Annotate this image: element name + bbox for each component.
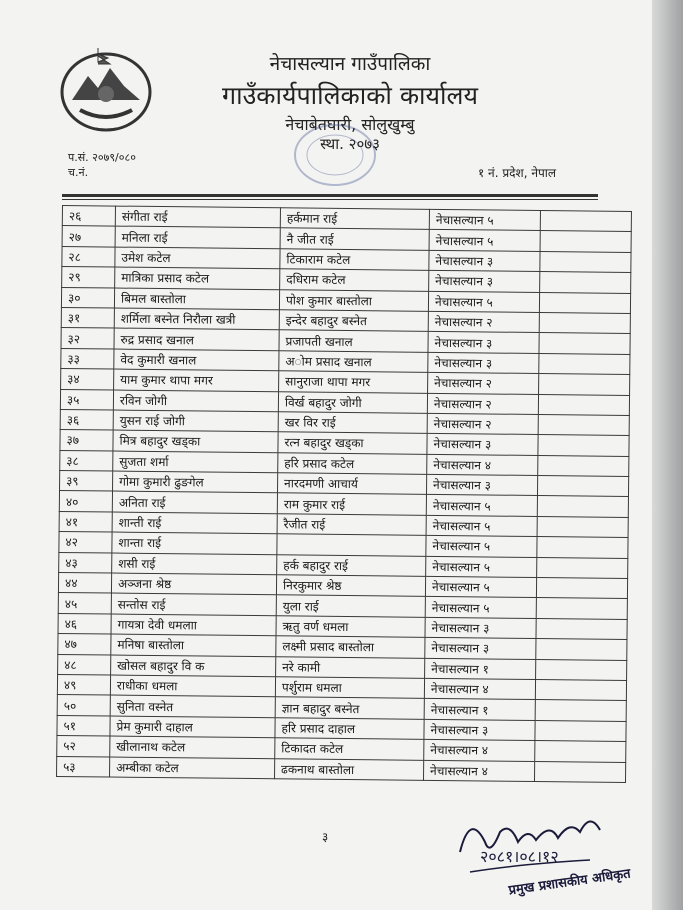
father-name-cell: अोम प्रसाद खनाल [279,351,428,373]
name-cell: रविन जोगी [113,390,278,412]
remarks-cell [535,720,626,741]
remarks-cell [540,251,631,272]
name-cell: वेद कुमारी खनाल [114,349,279,371]
father-name-cell: पोश कुमार बास्तोला [279,289,428,311]
serial-number-cell: ३२ [61,328,114,349]
serial-number-cell: ४८ [58,654,111,675]
address-cell: नेचासल्यान १ [424,699,535,721]
remarks-cell [537,476,628,497]
father-name-cell: हरि प्रसाद कटेल [278,452,427,474]
address-cell: नेचासल्यान २ [427,393,538,415]
serial-number-cell: ५२ [57,736,110,757]
serial-number-cell: ४५ [58,593,111,614]
address-cell: नेचासल्यान ३ [428,352,539,374]
address-cell: नेचासल्यान ५ [426,556,537,578]
name-cell: खीलानाथ कटेल [110,736,275,758]
header-divider-thin [62,199,598,200]
remarks-cell [535,700,626,721]
serial-number-cell: ४३ [59,552,112,573]
remarks-cell [535,741,626,762]
father-name-cell: निरकुमार श्रेष्ठ [276,575,425,597]
name-cell: मात्रिका प्रसाद कटेल [115,267,280,289]
serial-number-cell: २८ [62,246,115,267]
name-cell: शर्मिला बस्नेत निरौला खत्री [114,308,279,330]
father-name-cell: ऋतु वर्ण धमला [276,616,425,638]
serial-number-cell: ५१ [57,715,110,736]
remarks-cell [537,496,628,517]
address-cell: नेचासल्यान ५ [429,230,540,252]
name-cell: सुनिता वस्नेत [110,695,275,717]
serial-number-cell: ३९ [60,471,113,492]
serial-number-cell: ३६ [60,409,113,430]
father-name-cell: युला राई [276,595,425,617]
name-cell: गायत्रा देवी धमलाा [111,614,276,636]
serial-number-cell: ४४ [58,573,111,594]
name-cell: बिमल बास्तोला [114,288,279,310]
father-name-cell: ढकनाथ बास्तोला [275,758,424,780]
address-cell: नेचासल्यान २ [428,372,539,394]
remarks-cell [540,231,631,252]
father-name-cell: इन्देर बहादुर बस्नेत [279,310,428,332]
serial-number-cell: ३३ [61,348,114,369]
address-cell: नेचासल्यान ३ [426,474,537,496]
father-name-cell [277,534,426,556]
serial-number-cell: ५३ [57,756,110,777]
father-name-cell: प्रजापती खनाल [279,330,428,352]
remarks-cell [534,761,625,782]
name-cell: सन्तोस राई [111,593,276,615]
serial-number-cell: २७ [62,226,115,247]
address-cell: नेचासल्यान ५ [426,536,537,558]
serial-number-cell: २६ [62,206,115,227]
name-cell: खोसल बहादुर वि क [111,655,276,677]
father-name-cell: सानुराजा थापा मगर [279,371,428,393]
remarks-cell [540,272,631,293]
remarks-cell [539,353,630,374]
serial-number-cell: ३४ [61,369,114,390]
address-cell: नेचासल्यान २ [427,413,538,435]
address-cell: नेचासल्यान ३ [425,638,536,660]
address-cell: नेचासल्यान ५ [426,515,537,537]
name-cell: प्रेम कुमारी दाहाल [110,716,275,738]
address-cell: नेचासल्यान ५ [429,209,540,231]
remarks-cell [539,374,630,395]
name-cell: शान्ती राई [112,512,277,534]
father-name-cell: दधिराम कटेल [280,269,429,291]
address-cell: नेचासल्यान ३ [425,617,536,639]
serial-number-cell: ५० [57,695,110,716]
serial-number-cell: ३० [61,287,114,308]
address-cell: नेचासल्यान ४ [424,678,535,700]
address-cell: नेचासल्यान ३ [428,332,539,354]
serial-number-cell: ३८ [60,450,113,471]
father-name-cell: नारदमणी आचार्य [277,473,426,495]
remarks-cell [536,639,627,660]
address-cell: नेचासल्यान ५ [425,597,536,619]
name-cell: मित्र बहादुर खड्का [113,430,278,452]
name-cell: याम कुमार थापा मगर [114,369,279,391]
address-cell: नेचासल्यान २ [428,311,539,333]
father-name-cell: टिकाराम कटेल [280,249,429,271]
name-cell: राधीका धमला [110,675,275,697]
address-cell: नेचासल्यान ४ [423,760,534,782]
name-cell: रुद्र प्रसाद खनाल [114,328,279,350]
father-name-cell: हरि प्रसाद दाहाल [275,718,424,740]
signatory-title: प्रमुख प्रशासकीय अधिकृत [507,866,632,899]
office-location: नेचाबेतघारी, सोलुखुम्बु [285,115,415,134]
beneficiary-table [56,205,632,783]
name-cell: अनिता राई [112,492,277,514]
remarks-cell [536,578,627,599]
municipality-logo [58,40,154,136]
reference-block [68,150,136,180]
address-cell: नेचासल्यान ४ [427,454,538,476]
serial-number-cell: ४७ [58,634,111,655]
signature-date: २०८१।०८।१२ [480,847,559,866]
name-cell: अञ्जना श्रेष्ठ [111,573,276,595]
father-name-cell: ज्ञान बहादुर बस्नेत [275,697,424,719]
father-name-cell: हर्क बहादुर राई [277,554,426,576]
name-cell: गोमा कुमारी ढुङगेल [113,471,278,493]
remarks-cell [539,333,630,354]
father-name-cell: पर्शुराम धमला [275,677,424,699]
father-name-cell: रैजीत राई [277,514,426,536]
remarks-cell [539,312,630,333]
remarks-cell [535,679,626,700]
established-year: स्था. २०७३ [320,135,380,153]
name-cell: शसी राई [112,553,277,575]
father-name-cell: खर विर राई [278,412,427,434]
municipality-name: नेचासल्यान गाउँपालिका [269,53,431,75]
father-name-cell: राम कुमार राई [277,493,426,515]
office-name: गाउँकार्यपालिकाको कार्यालय [222,81,478,110]
address-cell: नेचासल्यान ३ [429,271,540,293]
page-number: ३ [322,830,329,844]
province-label: १ नं. प्रदेश, नेपाल [478,166,557,180]
address-cell: नेचासल्यान ३ [427,434,538,456]
serial-number-cell: ३७ [60,430,113,451]
reference-number: प.सं. २०७९/०८० [68,151,136,164]
serial-number-cell: ४१ [59,511,112,532]
name-cell: अम्बीका कटेल [110,757,275,779]
serial-number-cell: ३५ [60,389,113,410]
dispatch-number: च.नं. [68,166,89,179]
serial-number-cell: ४० [59,491,112,512]
name-cell: संगीता राई [115,206,280,228]
father-name-cell: टिकादत कटेल [275,738,424,760]
remarks-cell [536,598,627,619]
remarks-cell [539,292,630,313]
office-stamp [290,120,380,190]
name-cell: उमेश कटेल [115,247,280,269]
address-cell: नेचासल्यान ४ [424,739,535,761]
father-name-cell: हर्कमान राई [280,208,429,230]
name-cell: मनिला राई [115,226,280,248]
address-cell: नेचासल्यान १ [425,658,536,680]
address-cell: नेचासल्यान ३ [424,719,535,741]
remarks-cell [537,537,628,558]
serial-number-cell: २९ [62,267,115,288]
father-name-cell: नरे कामी [276,656,425,678]
father-name-cell: लक्ष्मी प्रसाद बास्तोला [276,636,425,658]
remarks-cell [538,435,629,456]
header-divider [62,194,598,197]
remarks-cell [536,618,627,639]
serial-number-cell: ४९ [57,674,110,695]
address-cell: नेचासल्यान ५ [428,291,539,313]
father-name-cell: विर्ख बहादुर जोगी [278,391,427,413]
remarks-cell [537,557,628,578]
remarks-cell [537,516,628,537]
name-cell: शान्ता राई [112,532,277,554]
address-cell: नेचासल्यान ५ [426,495,537,517]
name-cell: सुजता शर्मा [113,451,278,473]
name-cell: मनिषा बास्तोला [111,634,276,656]
remarks-cell [536,659,627,680]
father-name-cell: रत्न बहादुर खड्का [278,432,427,454]
address-cell: नेचासल्यान ५ [425,576,536,598]
serial-number-cell: ४२ [59,532,112,553]
serial-number-cell: ४६ [58,613,111,634]
father-name-cell: नै जीत राई [280,228,429,250]
remarks-cell [538,394,629,415]
address-cell: नेचासल्यान ३ [429,250,540,272]
serial-number-cell: ३१ [61,307,114,328]
page-edge [652,0,683,910]
remarks-cell [538,414,629,435]
remarks-cell [540,211,631,232]
remarks-cell [538,455,629,476]
name-cell: युसन राई जोगी [113,410,278,432]
